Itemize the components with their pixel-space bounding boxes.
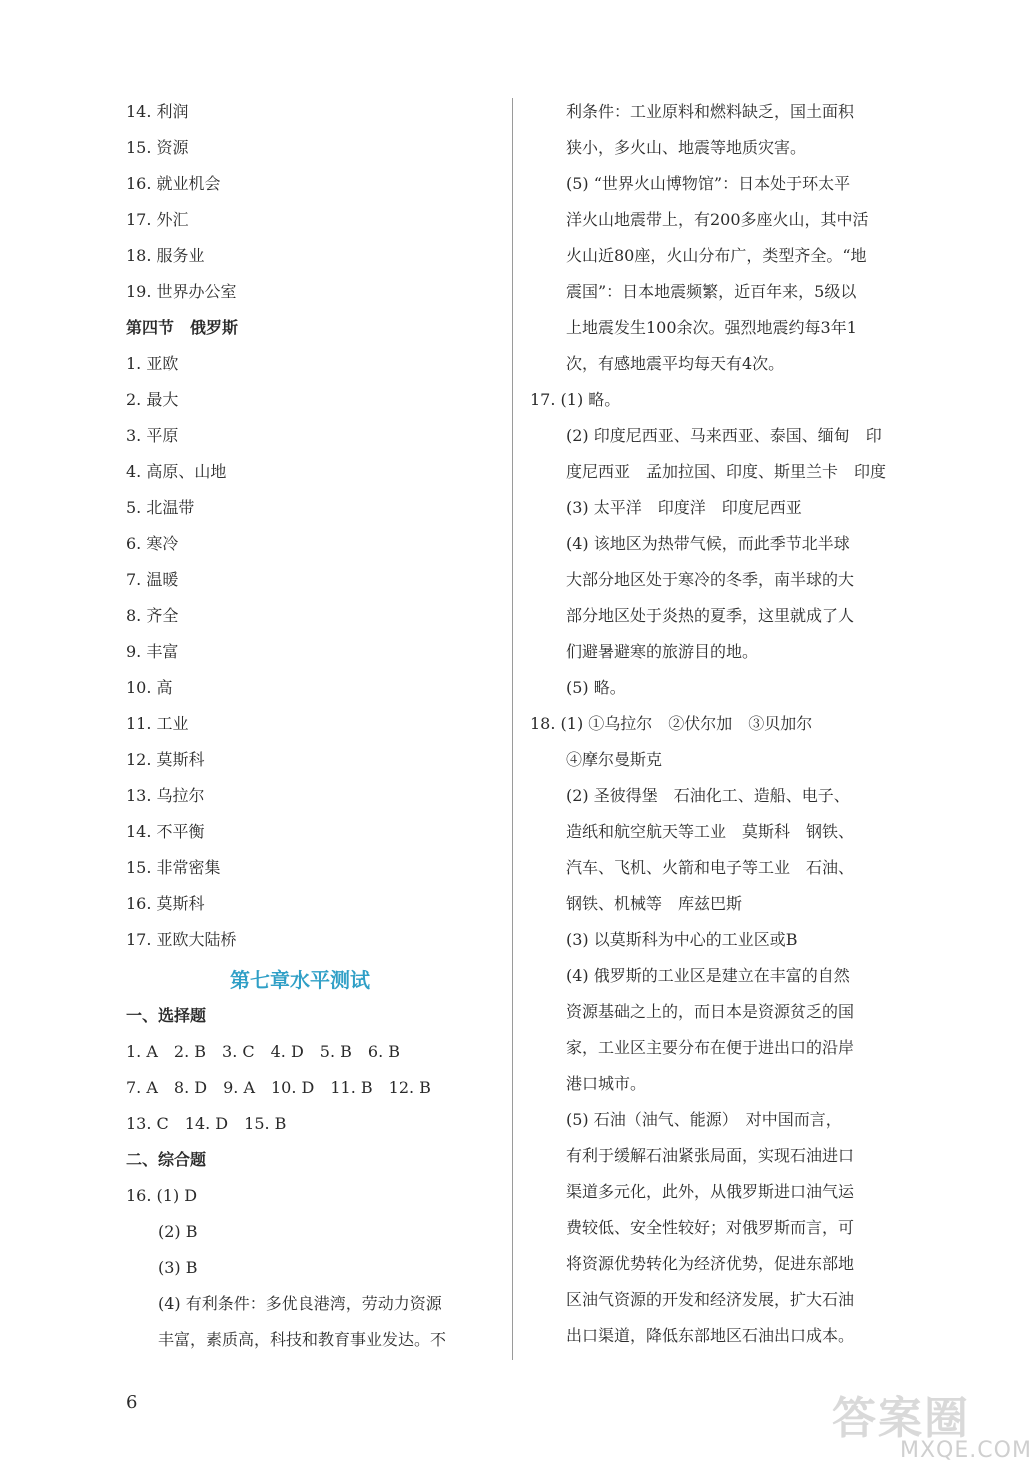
answer-line: 利条件：工业原料和燃料缺乏，国土面积 (566, 102, 855, 121)
answer-line: (5) 略。 (566, 678, 626, 697)
answer-line: 上地震发生100余次。强烈地震约每3年1 (566, 318, 857, 337)
answer-line: (5) “世界火山博物馆”：日本处于环太平 (566, 174, 851, 193)
page-number: 6 (126, 1392, 138, 1413)
answer-line: 狭小，多火山、地震等地质灾害。 (566, 138, 807, 157)
column-divider (512, 98, 513, 1360)
answer-line: 5. 北温带 (126, 498, 195, 517)
answer-line: 度尼西亚 孟加拉国、印度、斯里兰卡 印度 (566, 462, 887, 481)
answer-line: 7. A 8. D 9. A 10. D 11. B 12. B (126, 1078, 431, 1097)
answer-line: (2) 印度尼西亚、马来西亚、泰国、缅甸 印 (566, 426, 882, 445)
answer-line: 17. 亚欧大陆桥 (126, 930, 237, 949)
answer-line: 资源基础之上的，而日本是资源贫乏的国 (566, 1002, 855, 1021)
answer-line: 港口城市。 (566, 1074, 647, 1093)
watermark-url: MXQE.COM (900, 1438, 1032, 1463)
answer-line: 13. C 14. D 15. B (126, 1114, 287, 1133)
answer-line: 大部分地区处于寒冷的冬季，南半球的大 (566, 570, 855, 589)
answer-line: 部分地区处于炎热的夏季，这里就成了人 (566, 606, 855, 625)
answer-line: 13. 乌拉尔 (126, 786, 205, 805)
answer-line: 16. 莫斯科 (126, 894, 205, 913)
answer-line: 火山近80座，火山分布广，类型齐全。“地 (566, 246, 867, 265)
answer-line: (4) 该地区为热带气候，而此季节北半球 (566, 534, 850, 553)
answer-line: 4. 高原、山地 (126, 462, 227, 481)
answer-line: 11. 工业 (126, 714, 189, 733)
answer-line: (4) 俄罗斯的工业区是建立在丰富的自然 (566, 966, 850, 985)
answer-line: 16. (1) D (126, 1186, 198, 1205)
watermark-logo (832, 1382, 970, 1446)
answer-line: 3. 平原 (126, 426, 179, 445)
answer-line: 10. 高 (126, 678, 173, 697)
answer-line: 14. 不平衡 (126, 822, 205, 841)
answer-line: 出口渠道，降低东部地区石油出口成本。 (566, 1326, 855, 1345)
part-title: 二、综合题 (126, 1150, 207, 1169)
answer-line: 造纸和航空航天等工业 莫斯科 钢铁、 (566, 822, 855, 841)
answer-line: 钢铁、机械等 库兹巴斯 (566, 894, 743, 913)
answer-line: 1. A 2. B 3. C 4. D 5. B 6. B (126, 1042, 401, 1061)
answer-line: (2) 圣彼得堡 石油化工、造船、电子、 (566, 786, 850, 805)
answer-line: 7. 温暖 (126, 570, 179, 589)
answer-line: 15. 非常密集 (126, 858, 221, 877)
answer-line: ④摩尔曼斯克 (566, 750, 663, 769)
answer-line: 费较低、安全性较好；对俄罗斯而言，可 (566, 1218, 855, 1237)
answer-line: (3) 太平洋 印度洋 印度尼西亚 (566, 498, 802, 517)
answer-line: 将资源优势转化为经济优势，促进东部地 (566, 1254, 855, 1273)
answer-line: (4) 有利条件：多优良港湾，劳动力资源 (158, 1294, 442, 1313)
answer-line: 16. 就业机会 (126, 174, 221, 193)
answer-line: (2) B (158, 1222, 198, 1241)
answer-line: 14. 利润 (126, 102, 189, 121)
answer-line: 8. 齐全 (126, 606, 179, 625)
answer-line: (3) B (158, 1258, 198, 1277)
answer-line: 丰富，素质高，科技和教育事业发达。不 (158, 1330, 447, 1349)
answer-line: 12. 莫斯科 (126, 750, 205, 769)
answer-line: 汽车、飞机、火箭和电子等工业 石油、 (566, 858, 855, 877)
part-title: 一、选择题 (126, 1006, 207, 1025)
answer-line: 们避暑避寒的旅游目的地。 (566, 642, 759, 661)
answer-line: 渠道多元化，此外，从俄罗斯进口油气运 (566, 1182, 855, 1201)
chapter-heading: 第七章水平测试 (230, 968, 370, 992)
answer-line: 次，有感地震平均每天有4次。 (566, 354, 785, 373)
answer-line: 17. (1) 略。 (530, 390, 621, 409)
answer-line: 2. 最大 (126, 390, 179, 409)
answer-line: (5) 石油（油气、能源） 对中国而言， (566, 1110, 842, 1129)
answer-line: 1. 亚欧 (126, 354, 179, 373)
answer-line: 家，工业区主要分布在便于进出口的沿岸 (566, 1038, 855, 1057)
answer-line: 震国”：日本地震频繁，近百年来，5级以 (566, 282, 857, 301)
answer-line: 9. 丰富 (126, 642, 179, 661)
answer-line: 18. 服务业 (126, 246, 205, 265)
answer-line: (3) 以莫斯科为中心的工业区或B (566, 930, 798, 949)
answer-line: 18. (1) ①乌拉尔 ②伏尔加 ③贝加尔 (530, 714, 813, 733)
answer-line: 区油气资源的开发和经济发展，扩大石油 (566, 1290, 855, 1309)
answer-line: 19. 世界办公室 (126, 282, 237, 301)
watermark-text: 答案圈 (832, 1393, 970, 1444)
section-title: 第四节 俄罗斯 (126, 318, 239, 337)
answer-line: 洋火山地震带上，有200多座火山，其中活 (566, 210, 869, 229)
answer-line: 15. 资源 (126, 138, 189, 157)
answer-line: 有利于缓解石油紧张局面，实现石油进口 (566, 1146, 855, 1165)
answer-line: 17. 外汇 (126, 210, 189, 229)
answer-line: 6. 寒冷 (126, 534, 179, 553)
